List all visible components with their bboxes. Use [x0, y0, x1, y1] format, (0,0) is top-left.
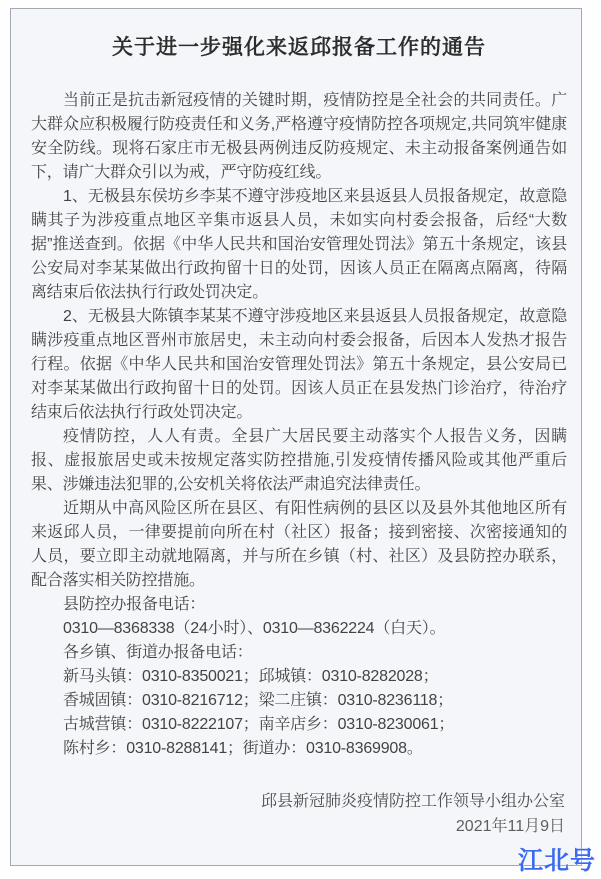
notice-document	[10, 8, 596, 875]
notice-paragraph: 新马头镇：0310-8350021；邱城镇：0310-8282028；	[63, 668, 439, 685]
notice-paragraph: 香城固镇：0310-8216712；梁二庄镇：0310-8236118；	[63, 692, 454, 709]
notice-paragraph: 当前正是抗击新冠疫情的关键时期，疫情防控是全社会的共同责任。广大群众应积极履行防疫责任和义务,严格遵守疫情防控各项规定,共同筑牢健康安全防线。现将石家庄市无极县两例违反防疫规定、未主动报备案例通告如下，请广大群众引以为戒，严守防疫红线。	[31, 92, 567, 181]
notice-paragraph: 各乡镇、街道办报备电话：	[63, 644, 253, 661]
notice-paragraph: 1、无极县东侯坊乡李某不遵守涉疫地区来县返县人员报备规定，故意隐瞒其子为涉疫重点地区辛集市返县人员，未如实向村委会报备，后经“大数据”推送查到。依据《中华人民共和国治安管理处罚法》第五十条规定，该县公安局对李某某做出行政拘留十日的处罚，因该人员正在隔离点隔离，待隔离结束后依法执行行政处罚决定。	[31, 188, 567, 301]
notice-paragraph: 陈村乡：0310-8288141；街道办：0310-8369908。	[63, 740, 423, 757]
notice-paragraph: 古城营镇：0310-8222107；南辛店乡：0310-8230061；	[63, 716, 455, 733]
issuing-office: 邱县新冠肺炎疫情防控工作领导小组办公室	[260, 793, 565, 810]
notice-paragraph: 2、无极县大陈镇李某某不遵守涉疫地区来县返县人员报备规定，故意隐瞒涉疫重点地区晋州市旅居史，未主动向村委会报备，后因本人发热才报告行程。依据《中华人民共和国治安管理处罚法》第五十条规定，县公安局已对李某某做出行政拘留十日的处罚。因该人员正在县发热门诊治疗，待治疗结束后依法执行行政处罚决定。	[31, 308, 567, 421]
notice-paragraph: 近期从中高风险区所在县区、有阳性病例的县区以及县外其他地区所有来返邱人员，一律要提前向所在村（社区）报备；接到密接、次密接通知的人员，要立即主动就地隔离，并与所在乡镇（村、社区）及县防控办联系，配合落实相关防控措施。	[31, 500, 567, 589]
notice-paragraph: 疫情防控，人人有责。全县广大居民要主动落实个人报告义务，因瞒报、虚报旅居史或未按规定落实防控措施,引发疫情传播风险或其他严重后果、涉嫌违法犯罪的,公安机关将依法严肃追究法律责任。	[31, 428, 567, 493]
issue-date: 2021年11月9日	[455, 818, 565, 835]
notice-paragraph: 0310—8368338（24小时）、0310—8362224（白天）。	[63, 620, 446, 637]
signature-block	[31, 789, 567, 839]
notice-paragraph: 县防控办报备电话：	[63, 596, 206, 613]
notice-title: 关于进一步强化来返邱报备工作的通告	[112, 36, 486, 59]
notice-body	[31, 89, 567, 761]
watermark-logo: 江北号	[517, 847, 596, 875]
